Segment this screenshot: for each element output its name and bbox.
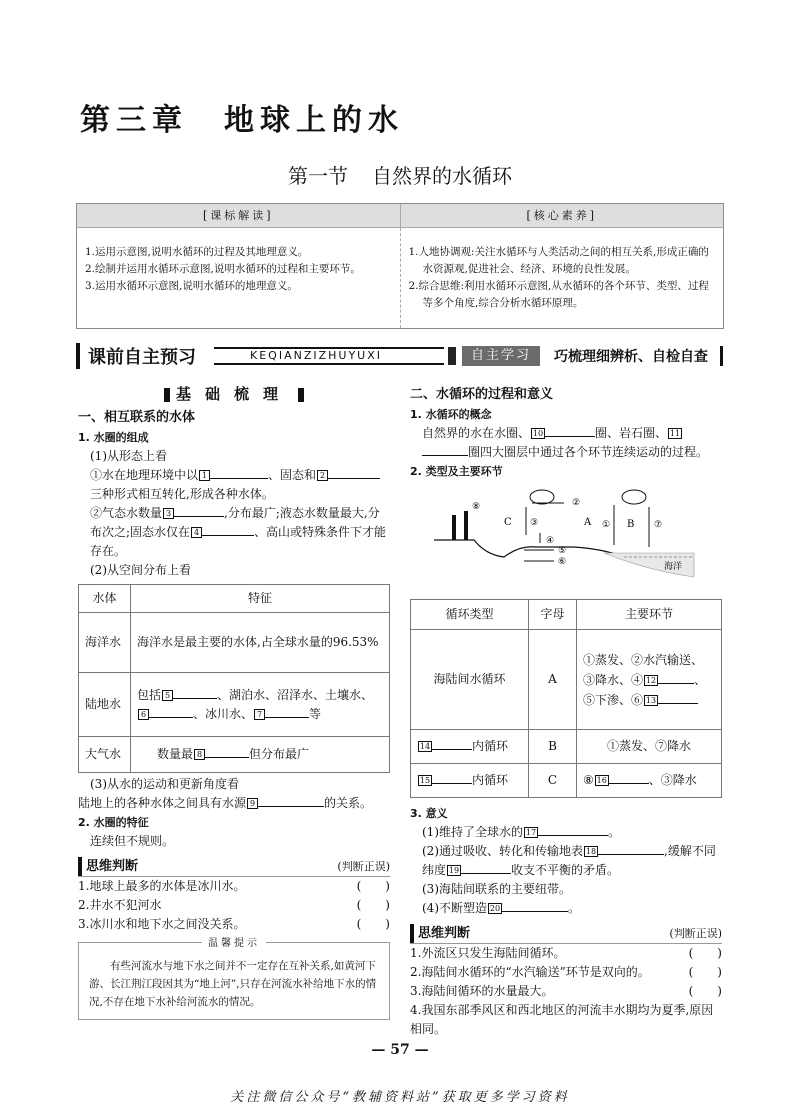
- blank-field[interactable]: [328, 466, 380, 479]
- heading: 一、相互联系的水体: [78, 410, 196, 425]
- outcomes-table: [76, 203, 724, 329]
- footer-note: 关注微信公众号“教辅资料站”获取更多学习资料: [230, 1090, 570, 1105]
- answer-paren[interactable]: ( ): [688, 984, 722, 998]
- outcome-item: 2.绘制并运用水循环示意图,说明水循环的过程和主要环节。: [85, 263, 361, 275]
- text: (1)从形态上看: [90, 449, 167, 463]
- text: (3)海陆间联系的主要纽带。: [422, 882, 571, 896]
- step-1: ①: [602, 520, 611, 530]
- outcome-item: 1.人地协调观:关注水循环与人类活动之间的相互关系,形成正确的水资源观,促进社会、经济、环境的良性发展。: [408, 246, 709, 275]
- step-8: ⑧: [472, 502, 481, 512]
- text: (2)从空间分布上看: [90, 563, 191, 577]
- page-number: — 57 —: [371, 1042, 429, 1058]
- preview-banner: [76, 343, 724, 369]
- text: ①水在地理环境中以 1 、固态和 2三种形式相互转化,形成各种水体。: [90, 466, 390, 504]
- left-column: [78, 385, 390, 1020]
- text: (2)通过吸收、转化和传输地表 18 ,缓解不同纬度 19 收支不平衡的矛盾。: [422, 844, 716, 877]
- outcome-item: 2.综合思维:利用水循环示意图,从水循环的各个环节、类型、过程等多个角度,综合分析水循环原理。: [408, 280, 709, 309]
- judge-question: 3.海陆间循环的水量最大。 ( ): [410, 982, 722, 1001]
- outcomes-right: [401, 228, 724, 328]
- label-C: C: [504, 517, 512, 528]
- subheading: 2. 类型及主要环节: [410, 465, 503, 478]
- right-column: [410, 385, 722, 1039]
- text: (1)维持了全球水的 17 。: [422, 825, 621, 839]
- outcomes-right-header: [核心素养]: [526, 209, 598, 222]
- subheading: 1. 水圈的组成: [78, 431, 149, 444]
- section-name: 自然界的水循环: [372, 164, 512, 188]
- section-prefix: 第一节: [288, 164, 348, 188]
- step-7: ⑦: [654, 520, 663, 530]
- answer-paren[interactable]: ( ): [356, 879, 390, 893]
- water-cycle-diagram: [424, 485, 704, 585]
- judge-question: 2.海陆间水循环的“水汽输送”环节是双向的。 ( ): [410, 963, 722, 982]
- blank-field[interactable]: [210, 466, 268, 479]
- think-header: 思维判断 (判断正误): [410, 924, 722, 944]
- chapter-title: 第三章 地球上的水: [80, 103, 404, 138]
- text: 连续但不规则。: [90, 834, 175, 848]
- blank-field[interactable]: [174, 504, 224, 517]
- cycle-type-table: 循环类型 字母 主要环节 海陆间水循环 A ①蒸发、②水汽输送、 ③降水、④ 12 、 ⑤下渗、⑥ 13 14 内循环 B ①蒸发、⑦降水 15 内循环 C ⑧ 16 、③降水: [410, 599, 722, 798]
- banner-pinyin: KEQIANZIZHUYUXI: [214, 347, 444, 365]
- tip-box: 温馨提示 有些河流水与地下水之间并不一定存在互补关系,如黄河下游、长江荆江段因其为“地上河”,只存在河流水补给地下水的情况,不存在地下水补给河流水的情况。: [78, 942, 390, 1020]
- basic-title: 基础梳理: [78, 385, 390, 404]
- banner-slogan: 巧梳理细辨析、自检自查: [554, 349, 708, 365]
- judge-question: 1.外流区只发生海陆间循环。 ( ): [410, 944, 722, 963]
- answer-paren[interactable]: ( ): [688, 965, 722, 979]
- outcomes-left-header: [课标解读]: [77, 204, 401, 227]
- label-A: A: [584, 517, 592, 528]
- subheading: 1. 水循环的概念: [410, 408, 492, 421]
- answer-paren[interactable]: ( ): [688, 946, 722, 960]
- outcome-item: 3.运用水循环示意图,说明水循环的地理意义。: [85, 280, 298, 292]
- text: (4)不断塑造 20 。: [422, 901, 581, 915]
- text: 自然界的水在水圈、 10 圈、岩石圈、 11圈四大圈层中通过各个环节连续运动的过程。: [422, 426, 709, 459]
- label-B: B: [627, 519, 635, 530]
- step-6: ⑥: [558, 557, 567, 567]
- section-title: [0, 160, 800, 189]
- judge-question: 4.我国东部季风区和西北地区的河流丰水期均为夏季,原因相同。: [410, 1003, 714, 1036]
- judge-question: 3.冰川水和地下水之间没关系。 ( ): [78, 915, 390, 934]
- subheading: 2. 水圈的特征: [78, 816, 149, 829]
- outcomes-left: [77, 228, 401, 328]
- judge-question: 1.地球上最多的水体是冰川水。 ( ): [78, 877, 390, 896]
- text: (3)从水的运动和更新角度看: [90, 777, 239, 791]
- heading: 二、水循环的过程和意义: [410, 387, 554, 402]
- blank-field[interactable]: [202, 523, 254, 536]
- banner-title: 课前自主预习: [88, 347, 196, 368]
- step-5: ⑤: [558, 546, 567, 556]
- water-body-table: 水体 特征 海洋水 海洋水是最主要的水体,占全球水量的96.53% 陆地水 包括 5 、湖泊水、沼泽水、土壤水、 6 、冰川水、 7 等 大气水 数量最 8 但分布最广: [78, 584, 390, 773]
- think-header: 思维判断 (判断正误): [78, 857, 390, 877]
- sea-label: 海洋: [664, 562, 683, 572]
- outcome-item: 1.运用示意图,说明水循环的过程及其地理意义。: [85, 246, 309, 258]
- text: 陆地上的各种水体之间具有水源 9 的关系。: [78, 796, 373, 810]
- step-3: ③: [530, 518, 539, 528]
- answer-paren[interactable]: ( ): [356, 917, 390, 931]
- judge-question: 2.井水不犯河水 ( ): [78, 896, 390, 915]
- subheading: 3. 意义: [410, 807, 448, 820]
- answer-paren[interactable]: ( ): [356, 898, 390, 912]
- step-4: ④: [546, 536, 555, 546]
- step-2: ②: [572, 498, 581, 508]
- text: ②气态水数量 3 ,分布最广;液态水数量最大,分布次之;固态水仅在 4 、高山或特殊条件下才能存在。: [90, 506, 387, 558]
- banner-tag: 自主学习: [462, 346, 540, 366]
